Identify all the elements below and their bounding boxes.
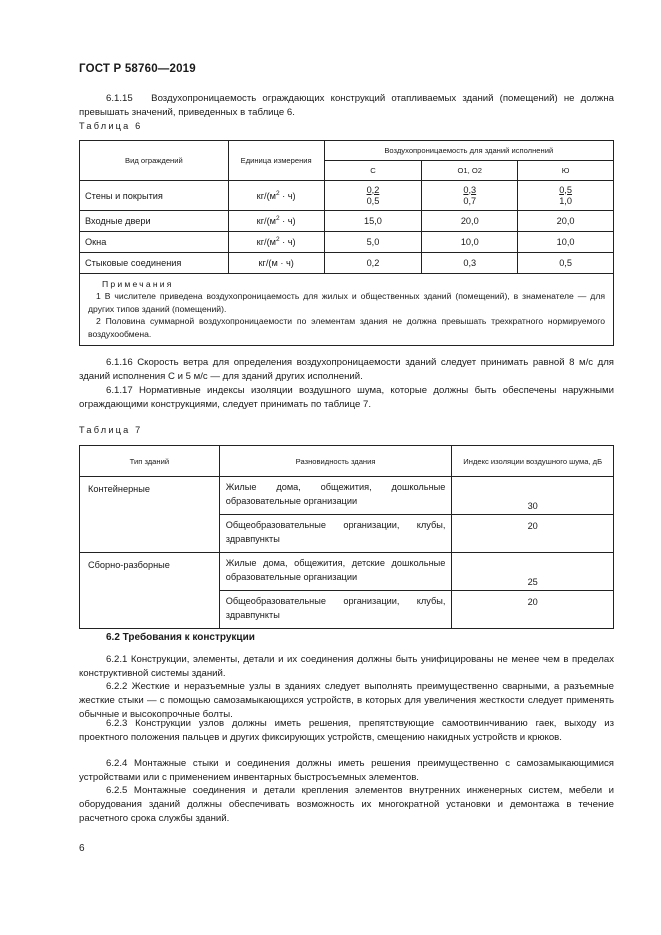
cell-index: 25	[452, 553, 614, 591]
sub-header-yu: Ю	[518, 161, 614, 181]
cell-variety: Жилые дома, общежития, детские дошкольные образовательные организации	[219, 553, 452, 591]
col-header-variety: Разновидность здания	[219, 446, 452, 477]
cell-yu: $\frac{0,5}{1,0}$	[518, 181, 614, 211]
table-notes	[80, 274, 614, 346]
cell-type: Входные двери	[80, 211, 229, 232]
cell-building-type: Сборно-разборные	[80, 553, 220, 629]
table-6-caption: Таблица 6	[79, 121, 143, 131]
cell-building-type: Контейнерные	[80, 477, 220, 553]
cell-variety: Жилые дома, общежития, дошкольные образовательные организации	[219, 477, 452, 515]
cell-index: 30	[452, 477, 614, 515]
cell-yu: 10,0	[518, 232, 614, 253]
cell-type: Стены и покрытия	[80, 181, 229, 211]
cell-yu: 0,5	[518, 253, 614, 274]
cell-index: 20	[452, 591, 614, 629]
paragraph-text: Воздухопроницаемость ограждающих конструкций отапливаемых зданий (помещений) не должна превышать значений, приведенных в таблице 6.	[79, 93, 614, 118]
sub-header-o: О1, О2	[422, 161, 518, 181]
table-7	[79, 445, 614, 629]
cell-unit: $кг/(м^2 \cdot ч)$	[228, 232, 324, 253]
cell-o: $\frac{0,3}{0,7}$	[422, 181, 518, 211]
table-row	[80, 253, 614, 274]
paragraph-number: 6.1.15	[106, 93, 133, 104]
paragraph-6-2-4: 6.2.4 Монтажные стыки и соединения должны иметь решения преимущественно с самозамыкающимися устройствами или с применением инвентарных быстросъемных элементов.	[79, 758, 614, 783]
cell-unit: $кг/(м^2 \cdot ч)$	[228, 211, 324, 232]
col-header-group: Воздухопроницаемость для зданий исполнений	[324, 141, 613, 161]
cell-type: Окна	[80, 232, 229, 253]
cell-o: 20,0	[422, 211, 518, 232]
note-1: 1 В числителе приведена воздухопроницаемость для жилых и общественных зданий (помещений), в знаменателе — для других типов зданий (помещений).	[88, 291, 605, 314]
cell-yu: 20,0	[518, 211, 614, 232]
col-header-type: Тип зданий	[80, 446, 220, 477]
cell-c: $\frac{0,2}{0,5}$	[324, 181, 422, 211]
table-row	[80, 211, 614, 232]
paragraph-6-1-15	[79, 92, 614, 120]
table-6	[79, 140, 614, 346]
paragraph-6-2-3: 6.2.3 Конструкции узлов должны иметь решения, препятствующие самоотвинчиванию гаек, выходу из проектного положения пальцев и других фиксирующих устройств, смещению накидных устройств и крюков.	[79, 718, 614, 743]
cell-index: 20	[452, 515, 614, 553]
table-row	[80, 232, 614, 253]
col-header-type: Вид ограждений	[80, 141, 229, 181]
col-header-index: Индекс изоляции воздушного шума, дБ	[452, 446, 614, 477]
paragraph-6-2-2: 6.2.2 Жесткие и неразъемные узлы в зданиях следует выполнять преимущественно сварными, а разъемные жесткие стыки — с помощью самозамыкающихся устройств, в которых для увеличения жесткости следует применять обычные и высокопрочные болты.	[79, 681, 614, 720]
note-2: 2 Половина суммарной воздухопроницаемости по элементам здания не должна превышать трехкратного нормируемого воздухообмена.	[88, 316, 605, 339]
sub-header-c: С	[324, 161, 422, 181]
paragraph-6-2-1: 6.2.1 Конструкции, элементы, детали и их соединения должны быть унифицированы не менее чем в пределах конструктивной системы зданий.	[79, 654, 614, 679]
cell-unit: $кг/(м^2 \cdot ч)$	[228, 181, 324, 211]
cell-type: Стыковые соединения	[80, 253, 229, 274]
col-header-unit: Единица измерения	[228, 141, 324, 181]
document-header: ГОСТ Р 58760—2019	[79, 63, 196, 75]
cell-variety: Общеобразовательные организации, клубы, здравпункты	[219, 515, 452, 553]
cell-o: 0,3	[422, 253, 518, 274]
cell-variety: Общеобразовательные организации, клубы, здравпункты	[219, 591, 452, 629]
cell-o: 10,0	[422, 232, 518, 253]
table-row	[80, 181, 614, 211]
cell-c: 5,0	[324, 232, 422, 253]
section-heading-6-2: 6.2 Требования к конструкции	[106, 632, 255, 643]
table-7-caption: Таблица 7	[79, 425, 143, 435]
paragraph-6-2-5: 6.2.5 Монтажные соединения и детали крепления элементов внутренних инженерных систем, мебели и оборудования зданий должны обеспечивать возможность их многократной установки и демонтажа в течение расчетного срока службы зданий.	[79, 785, 614, 824]
table-row	[80, 553, 614, 591]
paragraph-6-1-16: 6.1.16 Скорость ветра для определения воздухопроницаемости зданий следует принимать равной 8 м/с для зданий исполнения С и 5 м/с — для зданий других исполнений.	[79, 357, 614, 382]
cell-c: 15,0	[324, 211, 422, 232]
cell-c: 0,2	[324, 253, 422, 274]
paragraph-6-1-17: 6.1.17 Нормативные индексы изоляции воздушного шума, которые должны быть обеспечены наружными ограждающими конструкциями, следует принимать по таблице 7.	[79, 385, 614, 410]
page-number: 6	[79, 843, 85, 854]
table-row	[80, 477, 614, 515]
notes-title: Примечания	[102, 279, 174, 289]
cell-unit: кг/(м · ч)	[228, 253, 324, 274]
